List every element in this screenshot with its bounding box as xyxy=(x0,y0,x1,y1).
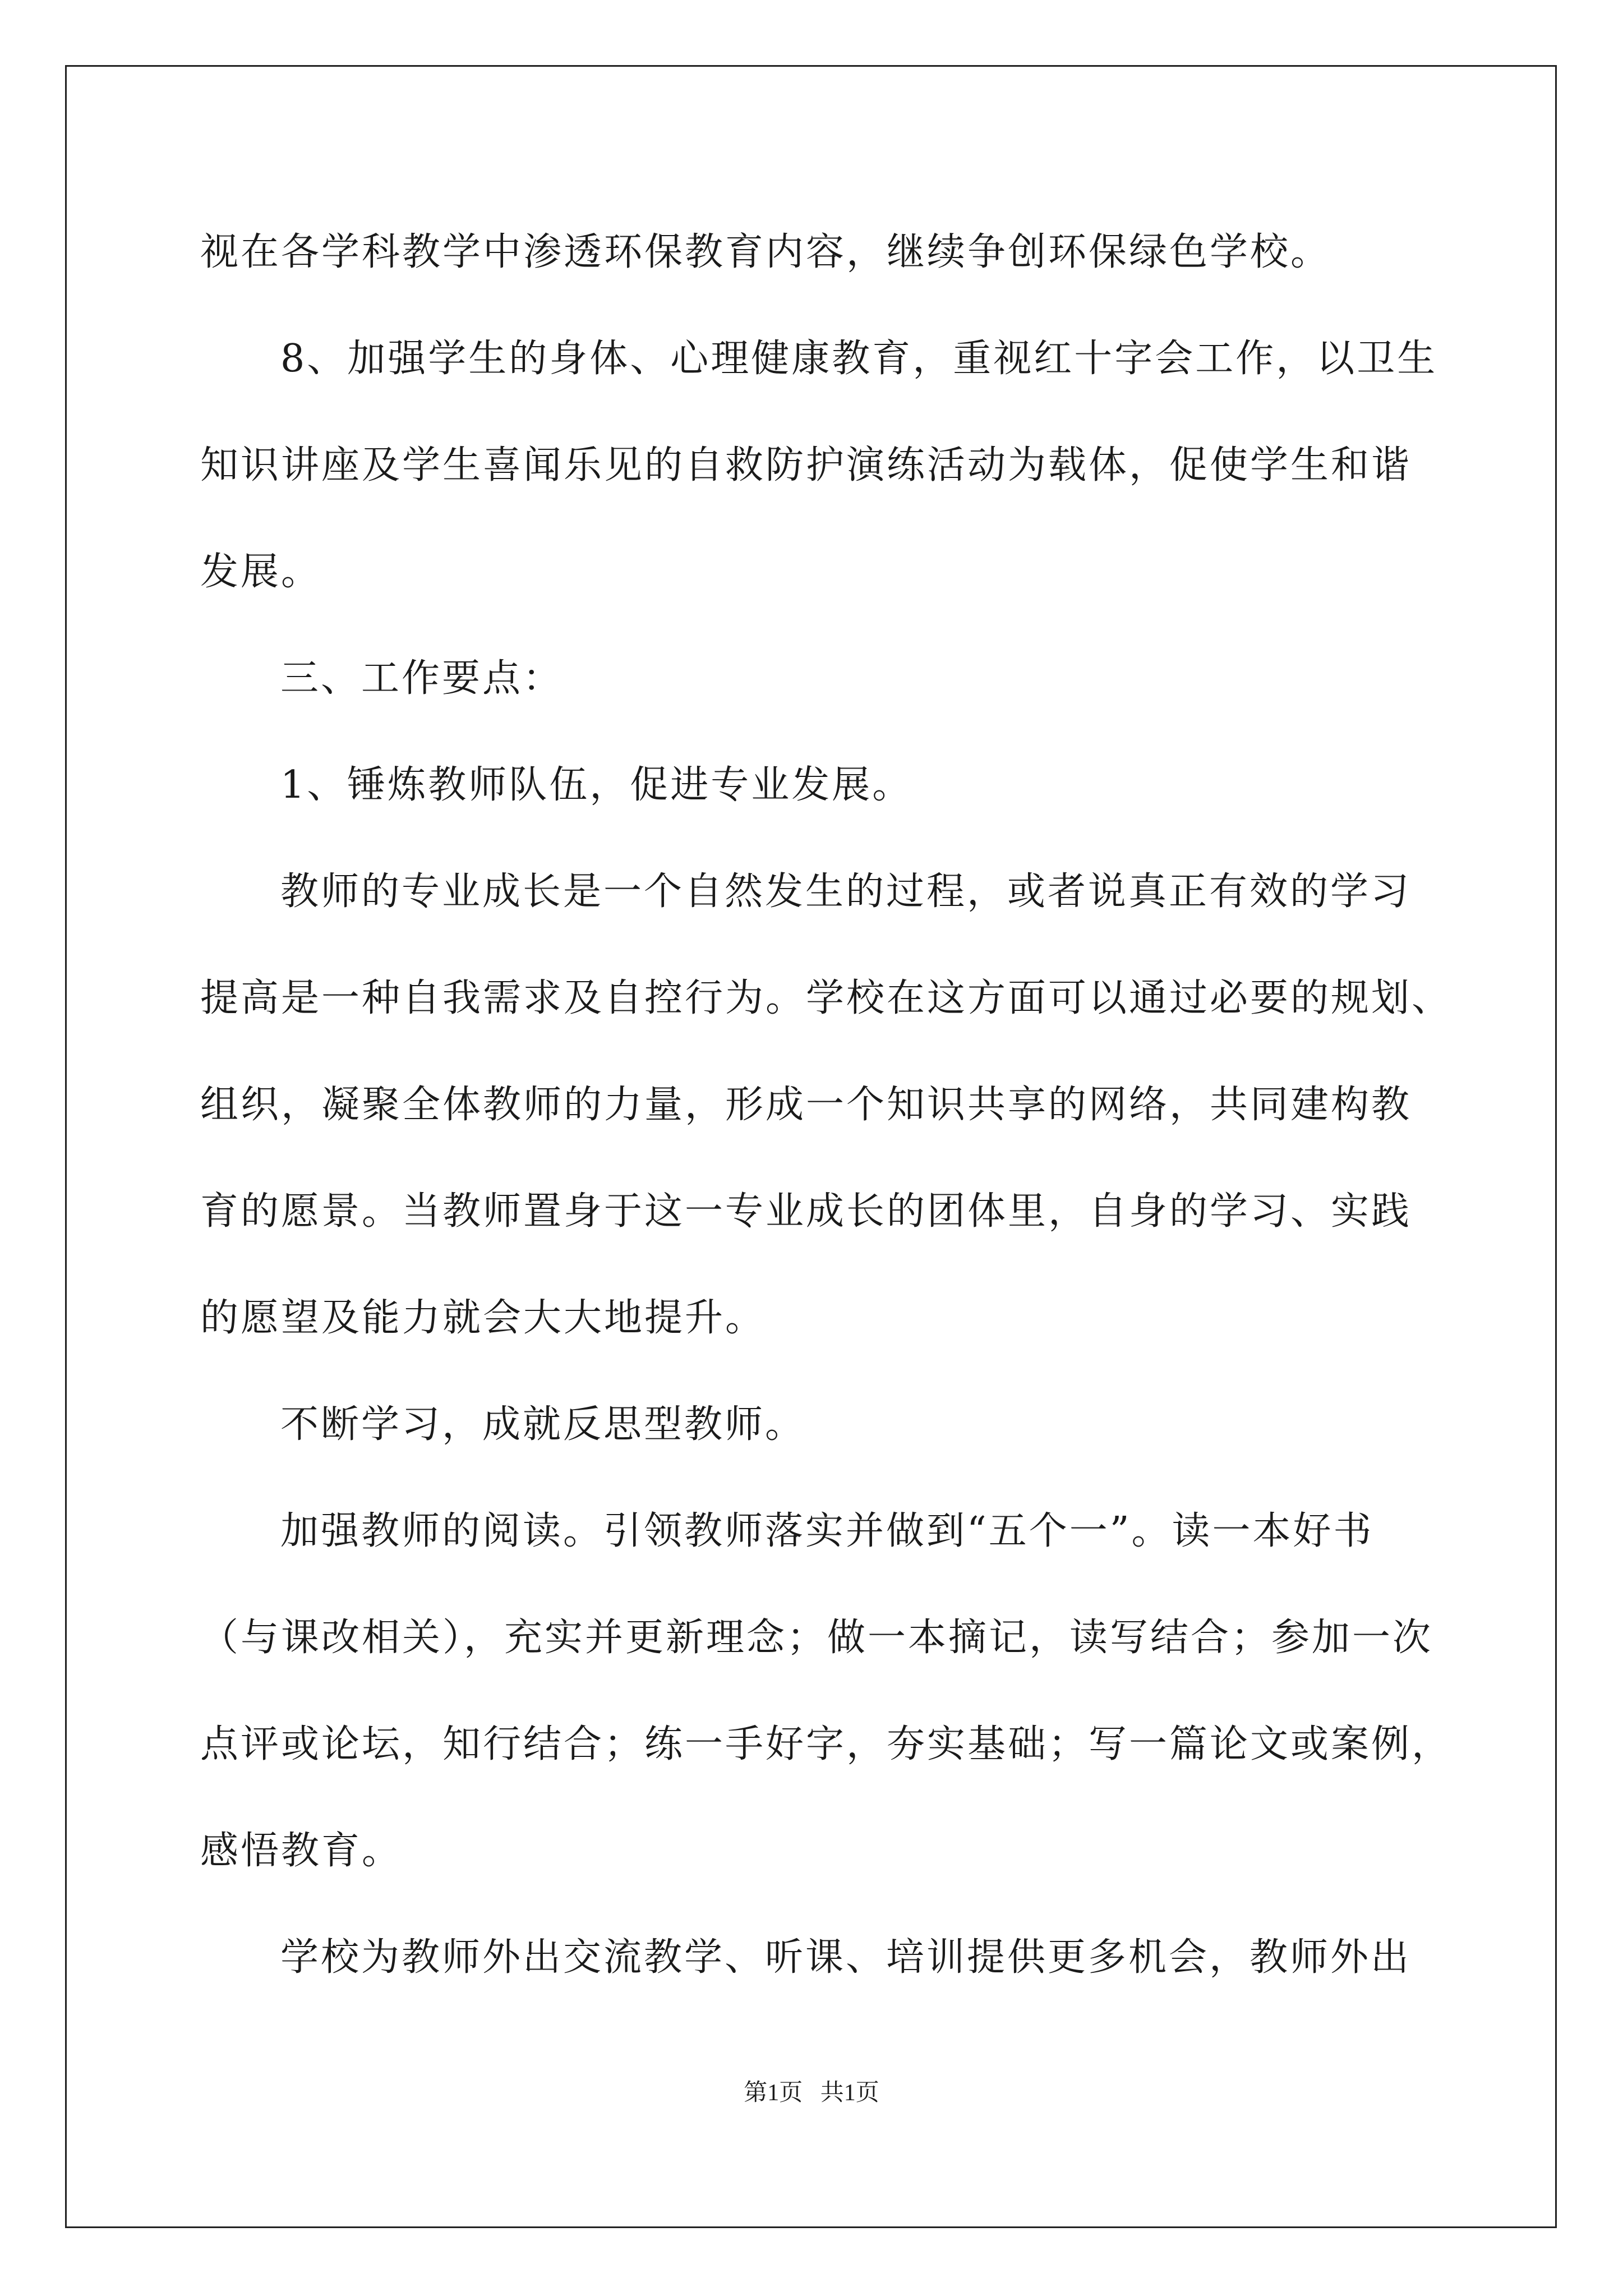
section-heading: 三、工作要点： xyxy=(280,656,564,701)
subsection-heading: 1、锤炼教师队伍，促进专业发展。 xyxy=(280,763,913,807)
text-line: （与课改相关），充实并更新理念；做一本摘记，读写结合；参加一次 xyxy=(200,1616,1433,1660)
text-line: 学校为教师外出交流教学、听课、培训提供更多机会，教师外出 xyxy=(280,1935,1412,1980)
text-line: 感悟教育。 xyxy=(200,1829,403,1873)
text-line: 点评或论坛，知行结合；练一手好字，夯实基础；写一篇论文或案例， xyxy=(200,1722,1453,1766)
text-line: 知识讲座及学生喜闻乐见的自救防护演练活动为载体，促使学生和谐 xyxy=(200,443,1412,487)
text-line: 发展。 xyxy=(200,550,322,594)
text-line: 的愿望及能力就会大大地提升。 xyxy=(200,1296,766,1340)
text-line: 视在各学科教学中渗透环保教育内容，继续争创环保绿色学校。 xyxy=(200,230,1331,274)
text-line: 加强教师的阅读。引领教师落实并做到“五个一”。读一本好书 xyxy=(280,1509,1374,1553)
text-line: 8、加强学生的身体、心理健康教育，重视红十字会工作，以卫生 xyxy=(280,337,1438,381)
text-line: 不断学习，成就反思型教师。 xyxy=(280,1402,806,1447)
text-line: 教师的专业成长是一个自然发生的过程，或者说真正有效的学习 xyxy=(280,869,1412,914)
page-number-footer: 第1页 共1页 xyxy=(744,2080,879,2106)
text-line: 组织，凝聚全体教师的力量，形成一个知识共享的网络，共同建构教 xyxy=(200,1083,1412,1127)
text-line: 育的愿景。当教师置身于这一专业成长的团体里，自身的学习、实践 xyxy=(200,1189,1412,1234)
text-line: 提高是一种自我需求及自控行为。学校在这方面可以通过必要的规划、 xyxy=(200,976,1453,1020)
page-frame xyxy=(65,65,1557,2228)
